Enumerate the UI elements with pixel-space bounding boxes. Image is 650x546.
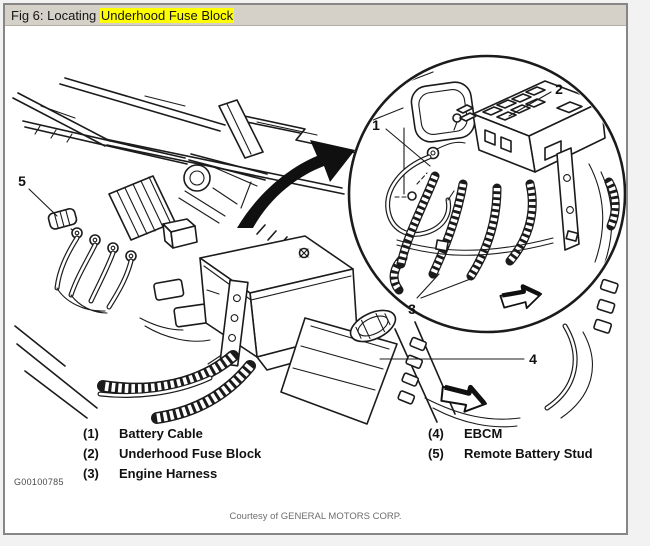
- figure-title-highlighted: Underhood Fuse Block: [100, 8, 234, 23]
- legend-item-number: (4): [428, 426, 444, 441]
- callout-2: 2: [555, 81, 563, 97]
- legend-item-battery-cable: [83, 426, 261, 446]
- figure-diagram: [5, 26, 626, 428]
- legend-right-column: [428, 426, 593, 466]
- figure-code: G00100785: [14, 477, 64, 487]
- legend-item-engine-harness: [83, 466, 261, 486]
- figure-title-prefix: Fig 6: Locating: [11, 8, 100, 23]
- legend-left-column: [83, 426, 261, 486]
- legend-item-label: Remote Battery Stud: [464, 446, 593, 461]
- legend-item-number: (2): [83, 446, 99, 461]
- legend-item-label: EBCM: [464, 426, 503, 441]
- figure-window: [3, 3, 628, 535]
- callout-4: 4: [529, 351, 537, 367]
- legend-item-remote-battery-stud: [428, 446, 593, 466]
- legend-item-label: Engine Harness: [119, 466, 218, 481]
- legend-item-label: Battery Cable: [119, 426, 203, 441]
- zoom-circle-inset: [349, 56, 625, 332]
- figure-titlebar: [5, 5, 626, 26]
- legend-item-underhood-fuse-block: [83, 446, 261, 466]
- legend-item-number: (1): [83, 426, 99, 441]
- legend-item-number: (5): [428, 446, 444, 461]
- legend-item-number: (3): [83, 466, 99, 481]
- legend-item-ebcm: [428, 426, 593, 446]
- callout-1: 1: [372, 117, 380, 133]
- callout-5: 5: [18, 173, 26, 189]
- legend-item-label: Underhood Fuse Block: [119, 446, 262, 461]
- direction-arrow-icon: [438, 380, 489, 416]
- callout-3: 3: [408, 301, 416, 317]
- courtesy-text: Courtesy of GENERAL MOTORS CORP.: [229, 511, 402, 522]
